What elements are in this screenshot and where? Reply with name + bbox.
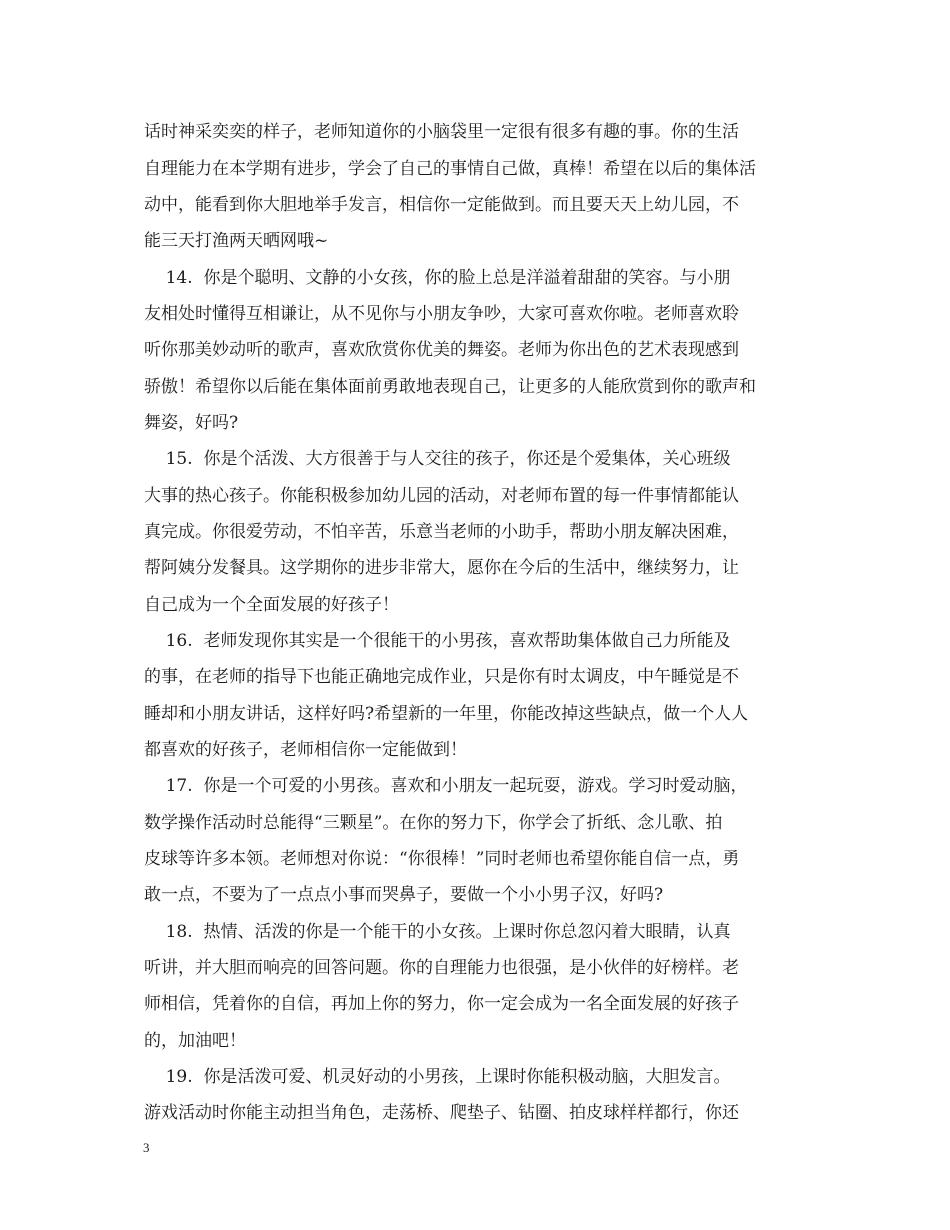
text-line: 15. 你是个活泼、大方很善于与人交往的孩子，你还是个爱集体，关心班级 <box>144 449 731 469</box>
text-line: 友相处时懂得互相谦让，从不见你与小朋友争吵，大家可喜欢你啦。老师喜欢聆 <box>144 304 739 324</box>
text-line: 18. 热情、活泼的你是一个能干的小女孩。上课时你总忽闪着大眼睛，认真 <box>144 922 731 942</box>
text-line: 话时神采奕奕的样子，老师知道你的小脑袋里一定很有很多有趣的事。你的生活 <box>144 122 739 142</box>
text-line: 17. 你是一个可爱的小男孩。喜欢和小朋友一起玩耍，游戏。学习时爱动脑， <box>144 776 748 796</box>
text-line: 都喜欢的好孩子，老师相信你一定能做到！ <box>144 740 467 760</box>
text-line: 师相信，凭着你的自信，再加上你的努力，你一定会成为一名全面发展的好孩子 <box>144 994 739 1014</box>
text-line: 19. 你是活泼可爱、机灵好动的小男孩，上课时你能积极动脑，大胆发言。 <box>144 1067 731 1087</box>
text-line: 听你那美妙动听的歌声，喜欢欣赏你优美的舞姿。老师为你出色的艺术表现感到 <box>144 340 739 360</box>
text-line: 舞姿，好吗? <box>144 413 239 433</box>
text-line: 游戏活动时你能主动担当角色，走荡桥、爬垫子、钻圈、拍皮球样样都行，你还 <box>144 1103 739 1123</box>
page-number: 3 <box>143 1140 150 1155</box>
text-line: 自己成为一个全面发展的好孩子！ <box>144 595 399 615</box>
text-line: 数学操作活动时总能得“三颗星”。在你的努力下，你学会了折纸、念儿歌、拍 <box>144 813 723 833</box>
text-line: 帮阿姨分发餐具。这学期你的进步非常大，愿你在今后的生活中，继续努力，让 <box>144 558 739 578</box>
text-line: 的，加油吧！ <box>144 1031 246 1051</box>
text-line: 自理能力在本学期有进步，学会了自己的事情自己做，真棒！希望在以后的集体活 <box>144 159 756 179</box>
text-line: 14. 你是个聪明、文静的小女孩，你的脸上总是洋溢着甜甜的笑容。与小朋 <box>144 268 731 288</box>
text-line: 能三天打渔两天晒网哦~ <box>144 231 329 251</box>
text-line: 大事的热心孩子。你能积极参加幼儿园的活动，对老师布置的每一件事情都能认 <box>144 486 739 506</box>
text-line: 的事，在老师的指导下也能正确地完成作业，只是你有时太调皮，中午睡觉是不 <box>144 667 739 687</box>
text-line: 敢一点，不要为了一点点小事而哭鼻子，要做一个小小男子汉，好吗? <box>144 885 664 905</box>
text-line: 真完成。你很爱劳动，不怕辛苦，乐意当老师的小助手，帮助小朋友解决困难， <box>144 522 739 542</box>
text-line: 睡却和小朋友讲话，这样好吗?希望新的一年里，你能改掉这些缺点，做一个人人 <box>144 704 749 724</box>
text-line: 听讲，并大胆而响亮的回答问题。你的自理能力也很强，是小伙伴的好榜样。老 <box>144 958 739 978</box>
text-line: 骄傲！希望你以后能在集体面前勇敢地表现自己，让更多的人能欣赏到你的歌声和 <box>144 377 756 397</box>
text-line: 动中，能看到你大胆地举手发言，相信你一定能做到。而且要天天上幼儿园，不 <box>144 195 739 215</box>
text-line: 皮球等许多本领。老师想对你说：“你很棒！”同时老师也希望你能自信一点，勇 <box>144 849 740 869</box>
text-line: 16. 老师发现你其实是一个很能干的小男孩，喜欢帮助集体做自己力所能及 <box>144 631 731 651</box>
